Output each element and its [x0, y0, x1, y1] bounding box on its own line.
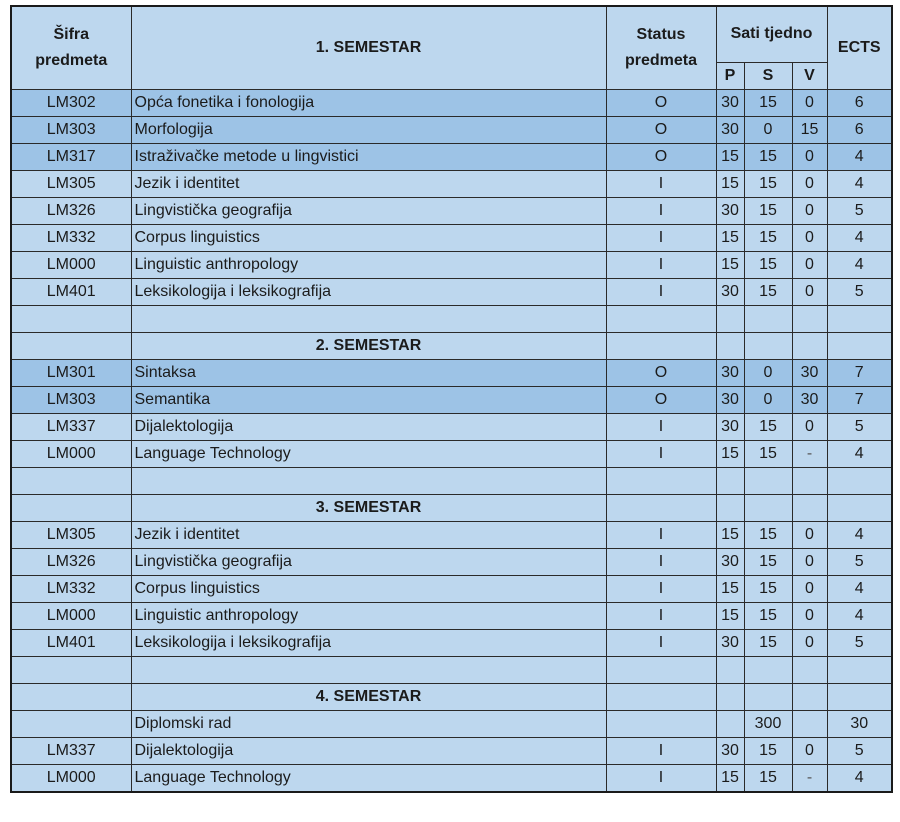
- hours-v: 0: [792, 144, 827, 171]
- hours-v: 0: [792, 198, 827, 225]
- empty-cell: [606, 333, 716, 360]
- course-code: LM332: [11, 225, 131, 252]
- empty-cell: [716, 711, 744, 738]
- course-status: O: [606, 144, 716, 171]
- course-code: LM326: [11, 549, 131, 576]
- course-ects: 4: [827, 765, 892, 793]
- hours-v: 0: [792, 522, 827, 549]
- course-ects: 4: [827, 252, 892, 279]
- course-code: LM000: [11, 765, 131, 793]
- hours-v: 0: [792, 630, 827, 657]
- hours-v: -: [792, 441, 827, 468]
- course-ects: 6: [827, 117, 892, 144]
- hours-p: 15: [716, 603, 744, 630]
- course-name: Istraživačke metode u lingvistici: [131, 144, 606, 171]
- hours-s: 15: [744, 252, 792, 279]
- empty-row: [11, 657, 892, 684]
- hours-s: 0: [744, 360, 792, 387]
- course-table: [10, 5, 893, 793]
- table-row: [11, 117, 892, 144]
- course-status: I: [606, 549, 716, 576]
- thesis-ects: 30: [827, 711, 892, 738]
- course-name: Morfologija: [131, 117, 606, 144]
- course-ects: 4: [827, 576, 892, 603]
- course-code: LM305: [11, 171, 131, 198]
- course-name: Language Technology: [131, 441, 606, 468]
- course-code: LM305: [11, 522, 131, 549]
- empty-cell: [716, 468, 744, 495]
- hours-p: 30: [716, 90, 744, 117]
- header-p: P: [716, 62, 744, 89]
- semester-header-row: [11, 684, 892, 711]
- empty-cell: [606, 495, 716, 522]
- empty-cell: [792, 468, 827, 495]
- course-ects: 4: [827, 441, 892, 468]
- header-status: [606, 6, 716, 90]
- course-code: LM301: [11, 360, 131, 387]
- empty-cell: [827, 306, 892, 333]
- course-status: I: [606, 414, 716, 441]
- empty-cell: [744, 684, 792, 711]
- hours-p: 30: [716, 630, 744, 657]
- hours-v: 0: [792, 549, 827, 576]
- course-ects: 4: [827, 603, 892, 630]
- course-status: O: [606, 360, 716, 387]
- thesis-name: Diplomski rad: [131, 711, 606, 738]
- course-ects: 7: [827, 387, 892, 414]
- empty-cell: [11, 711, 131, 738]
- course-name: Dijalektologija: [131, 414, 606, 441]
- thesis-hours-s: 300: [744, 711, 792, 738]
- course-ects: 5: [827, 738, 892, 765]
- hours-v: 0: [792, 603, 827, 630]
- empty-cell: [11, 333, 131, 360]
- hours-v: 0: [792, 279, 827, 306]
- hours-p: 15: [716, 522, 744, 549]
- table-row: [11, 441, 892, 468]
- course-status: I: [606, 522, 716, 549]
- hours-v: 0: [792, 90, 827, 117]
- course-name: Linguistic anthropology: [131, 252, 606, 279]
- header-semester-1: 1. SEMESTAR: [131, 6, 606, 90]
- course-table-container: [10, 5, 893, 793]
- course-name: Dijalektologija: [131, 738, 606, 765]
- empty-row: [11, 468, 892, 495]
- empty-cell: [792, 306, 827, 333]
- empty-cell: [827, 468, 892, 495]
- hours-v: 15: [792, 117, 827, 144]
- hours-s: 15: [744, 198, 792, 225]
- course-ects: 4: [827, 225, 892, 252]
- course-status: I: [606, 603, 716, 630]
- course-ects: 4: [827, 522, 892, 549]
- course-name: Opća fonetika i fonologija: [131, 90, 606, 117]
- hours-p: 15: [716, 576, 744, 603]
- course-name: Jezik i identitet: [131, 171, 606, 198]
- course-code: LM332: [11, 576, 131, 603]
- table-row: [11, 171, 892, 198]
- course-status: I: [606, 441, 716, 468]
- hours-s: 15: [744, 738, 792, 765]
- hours-p: 30: [716, 117, 744, 144]
- course-ects: 7: [827, 360, 892, 387]
- table-row: [11, 90, 892, 117]
- course-code: LM337: [11, 414, 131, 441]
- hours-s: 15: [744, 90, 792, 117]
- table-row: [11, 387, 892, 414]
- empty-cell: [827, 333, 892, 360]
- empty-cell: [11, 684, 131, 711]
- empty-cell: [11, 657, 131, 684]
- semester-header-row: [11, 495, 892, 522]
- empty-cell: [606, 468, 716, 495]
- header-s: S: [744, 62, 792, 89]
- hours-p: 15: [716, 765, 744, 793]
- hours-p: 30: [716, 738, 744, 765]
- hours-s: 15: [744, 225, 792, 252]
- empty-cell: [744, 306, 792, 333]
- course-code: LM000: [11, 603, 131, 630]
- course-status: I: [606, 225, 716, 252]
- empty-cell: [11, 306, 131, 333]
- hours-s: 15: [744, 603, 792, 630]
- hours-v: -: [792, 765, 827, 793]
- course-code: LM302: [11, 90, 131, 117]
- hours-v: 0: [792, 252, 827, 279]
- course-status: O: [606, 90, 716, 117]
- table-row: [11, 603, 892, 630]
- empty-cell: [131, 468, 606, 495]
- course-name: Lingvistička geografija: [131, 549, 606, 576]
- thesis-row: [11, 711, 892, 738]
- course-status: I: [606, 198, 716, 225]
- semester-title: 4. SEMESTAR: [131, 684, 606, 711]
- hours-v: 0: [792, 171, 827, 198]
- course-status: O: [606, 387, 716, 414]
- empty-cell: [131, 657, 606, 684]
- course-code: LM000: [11, 252, 131, 279]
- empty-cell: [744, 657, 792, 684]
- course-code: LM303: [11, 387, 131, 414]
- header-row: [11, 6, 892, 62]
- course-status: I: [606, 765, 716, 793]
- hours-p: 15: [716, 441, 744, 468]
- table-row: [11, 738, 892, 765]
- hours-s: 15: [744, 171, 792, 198]
- table-row: [11, 765, 892, 793]
- header-status-line1: Status: [636, 26, 686, 43]
- table-row: [11, 279, 892, 306]
- course-name: Sintaksa: [131, 360, 606, 387]
- course-ects: 4: [827, 144, 892, 171]
- hours-s: 15: [744, 522, 792, 549]
- course-status: O: [606, 117, 716, 144]
- empty-cell: [11, 468, 131, 495]
- course-status: I: [606, 279, 716, 306]
- empty-cell: [131, 306, 606, 333]
- course-ects: 4: [827, 171, 892, 198]
- course-status: I: [606, 738, 716, 765]
- table-row: [11, 576, 892, 603]
- header-status-line2: predmeta: [624, 52, 698, 69]
- table-row: [11, 522, 892, 549]
- course-code: LM401: [11, 279, 131, 306]
- hours-v: 0: [792, 738, 827, 765]
- course-name: Language Technology: [131, 765, 606, 793]
- empty-cell: [744, 495, 792, 522]
- semester-header-row: [11, 333, 892, 360]
- empty-row: [11, 306, 892, 333]
- empty-cell: [606, 306, 716, 333]
- hours-v: 0: [792, 225, 827, 252]
- hours-s: 15: [744, 576, 792, 603]
- hours-p: 15: [716, 144, 744, 171]
- course-code: LM326: [11, 198, 131, 225]
- hours-p: 30: [716, 387, 744, 414]
- hours-p: 30: [716, 198, 744, 225]
- hours-s: 15: [744, 630, 792, 657]
- hours-p: 30: [716, 549, 744, 576]
- hours-s: 15: [744, 279, 792, 306]
- hours-p: 30: [716, 414, 744, 441]
- table-row: [11, 144, 892, 171]
- course-name: Lingvistička geografija: [131, 198, 606, 225]
- course-status: I: [606, 576, 716, 603]
- header-ects: ECTS: [827, 6, 892, 90]
- table-row: [11, 252, 892, 279]
- empty-cell: [606, 657, 716, 684]
- hours-v: 0: [792, 576, 827, 603]
- course-name: Leksikologija i leksikografija: [131, 279, 606, 306]
- course-code: LM317: [11, 144, 131, 171]
- empty-cell: [744, 333, 792, 360]
- table-row: [11, 225, 892, 252]
- empty-cell: [606, 711, 716, 738]
- course-name: Corpus linguistics: [131, 576, 606, 603]
- course-code: LM000: [11, 441, 131, 468]
- hours-p: 15: [716, 225, 744, 252]
- empty-cell: [792, 333, 827, 360]
- semester-title: 3. SEMESTAR: [131, 495, 606, 522]
- empty-cell: [11, 495, 131, 522]
- table-row: [11, 198, 892, 225]
- course-ects: 5: [827, 630, 892, 657]
- course-ects: 5: [827, 414, 892, 441]
- course-ects: 5: [827, 279, 892, 306]
- hours-s: 15: [744, 144, 792, 171]
- empty-cell: [716, 333, 744, 360]
- course-name: Linguistic anthropology: [131, 603, 606, 630]
- empty-cell: [827, 684, 892, 711]
- hours-p: 30: [716, 360, 744, 387]
- table-row: [11, 360, 892, 387]
- hours-s: 0: [744, 117, 792, 144]
- course-ects: 5: [827, 198, 892, 225]
- course-status: I: [606, 252, 716, 279]
- course-code: LM337: [11, 738, 131, 765]
- empty-cell: [792, 657, 827, 684]
- course-ects: 5: [827, 549, 892, 576]
- empty-cell: [716, 306, 744, 333]
- empty-cell: [716, 684, 744, 711]
- empty-cell: [744, 468, 792, 495]
- empty-cell: [792, 495, 827, 522]
- empty-cell: [827, 495, 892, 522]
- hours-v: 30: [792, 387, 827, 414]
- header-sifra-line2: predmeta: [35, 52, 108, 69]
- hours-s: 15: [744, 414, 792, 441]
- hours-p: 30: [716, 279, 744, 306]
- course-name: Jezik i identitet: [131, 522, 606, 549]
- course-status: I: [606, 630, 716, 657]
- empty-cell: [792, 684, 827, 711]
- hours-p: 15: [716, 171, 744, 198]
- table-row: [11, 549, 892, 576]
- header-v: V: [792, 62, 827, 89]
- course-code: LM401: [11, 630, 131, 657]
- header-sifra: [11, 6, 131, 90]
- empty-cell: [792, 711, 827, 738]
- course-name: Corpus linguistics: [131, 225, 606, 252]
- semester-title: 2. SEMESTAR: [131, 333, 606, 360]
- course-table-body: [11, 6, 892, 792]
- hours-s: 15: [744, 549, 792, 576]
- header-sifra-line1: Šifra: [53, 26, 90, 43]
- course-name: Semantika: [131, 387, 606, 414]
- empty-cell: [716, 495, 744, 522]
- hours-v: 30: [792, 360, 827, 387]
- header-sati-tjedno: Sati tjedno: [716, 6, 827, 62]
- hours-v: 0: [792, 414, 827, 441]
- course-name: Leksikologija i leksikografija: [131, 630, 606, 657]
- course-status: I: [606, 171, 716, 198]
- hours-p: 15: [716, 252, 744, 279]
- hours-s: 15: [744, 441, 792, 468]
- table-row: [11, 630, 892, 657]
- course-ects: 6: [827, 90, 892, 117]
- empty-cell: [716, 657, 744, 684]
- empty-cell: [606, 684, 716, 711]
- empty-cell: [827, 657, 892, 684]
- table-row: [11, 414, 892, 441]
- hours-s: 0: [744, 387, 792, 414]
- course-code: LM303: [11, 117, 131, 144]
- hours-s: 15: [744, 765, 792, 793]
